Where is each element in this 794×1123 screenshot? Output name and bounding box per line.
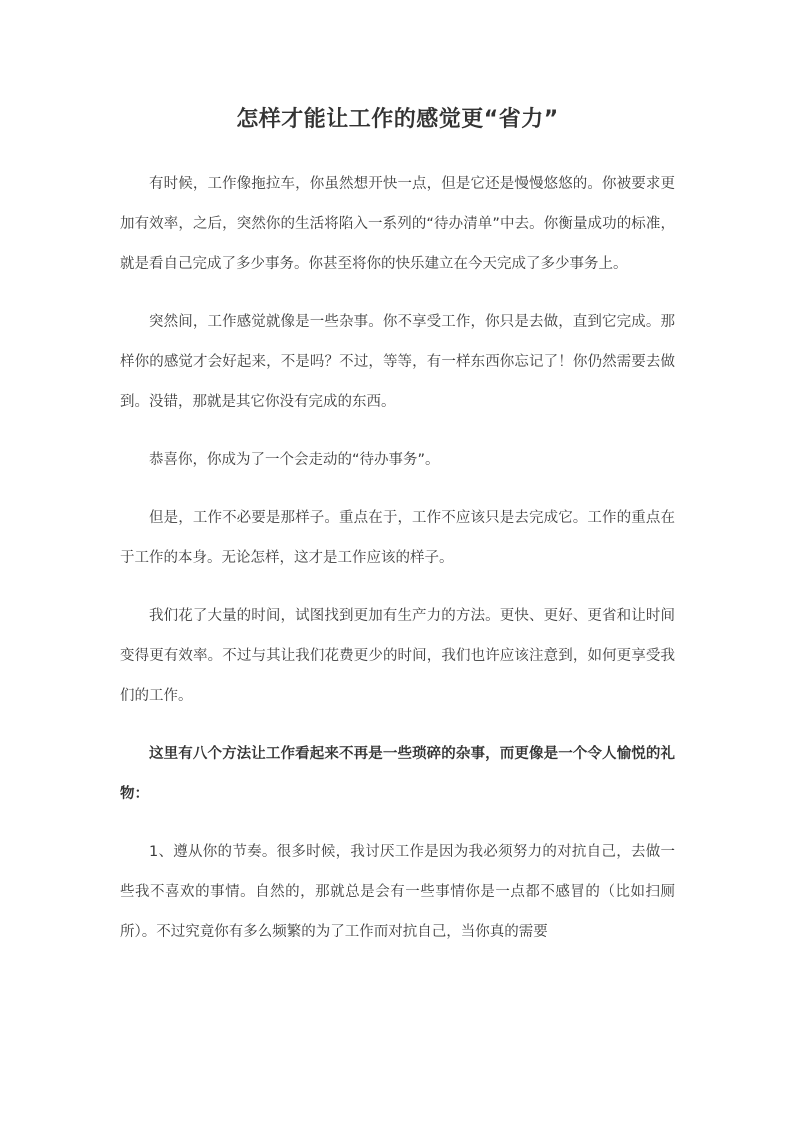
paragraph-eight-methods: 这里有八个方法让工作看起来不再是一些琐碎的杂事，而更像是一个令人愉悦的礼物： xyxy=(120,746,675,802)
paragraph-intro: 有时候，工作像拖拉车，你虽然想开快一点，但是它还是慢慢悠悠的。你被要求更加有效率，之后，突然你的生活将陷入一系列的“待办清单”中去。你衡量成功的标准，就是看自己完成了多少事务。你甚至将你的快乐建立在今天完成了多少事务上。 xyxy=(120,176,675,272)
paragraph-point: 但是，工作不必要是那样子。重点在于，工作不应该只是去完成它。工作的重点在于工作的本身。无论怎样，这才是工作应该的样子。 xyxy=(120,510,675,566)
paragraph-chores: 突然间，工作感觉就像是一些杂事。你不享受工作，你只是去做，直到它完成。那样你的感觉才会好起来，不是吗？不过，等等，有一样东西你忘记了！你仍然需要去做到。没错，那就是其它你没有完成的东西。 xyxy=(120,314,675,410)
document-title: 怎样才能让工作的感觉更“省力” xyxy=(236,107,559,132)
document-page xyxy=(120,100,675,970)
paragraph-method-1: 1、遵从你的节奏。很多时候，我讨厌工作是因为我必须努力的对抗自己，去做一些我不喜欢的事情。自然的，那就总是会有一些事情你是一点都不感冒的（比如扫厕所）。不过究竟你有多么频繁的为了工作而对抗自己，当你真的需要 xyxy=(120,844,675,940)
paragraph-congrats: 恭喜你，你成为了一个会走动的“待办事务”。 xyxy=(149,452,440,468)
paragraph-productivity: 我们花了大量的时间，试图找到更加有生产力的方法。更快、更好、更省和让时间变得更有效率。不过与其让我们花费更少的时间，我们也许应该注意到，如何更享受我们的工作。 xyxy=(120,608,675,704)
